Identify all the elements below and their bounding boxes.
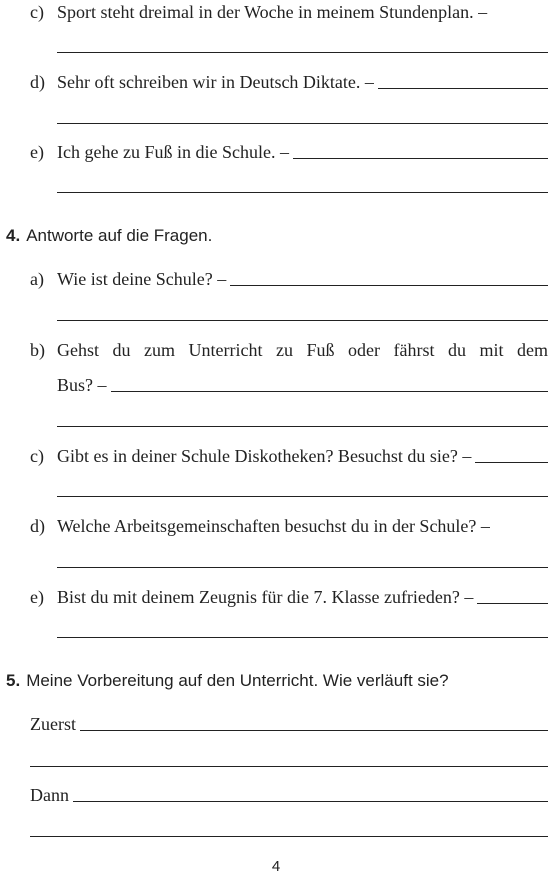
exercise-title: Antworte auf die Fragen. bbox=[26, 226, 213, 245]
dann-row bbox=[30, 785, 548, 806]
item-text: Bist du mit deinem Zeugnis für die 7. Klasse zufrieden? – bbox=[57, 587, 474, 607]
answer-line[interactable] bbox=[57, 426, 548, 427]
answer-line[interactable] bbox=[57, 52, 548, 53]
exercise-4d bbox=[30, 516, 548, 537]
dann-label: Dann bbox=[30, 785, 69, 805]
answer-line[interactable] bbox=[73, 801, 548, 802]
exercise-4b-line2 bbox=[57, 375, 548, 396]
item-text-line1: Gehst du zum Unterricht zu Fuß oder fährst du mit dem bbox=[57, 340, 548, 360]
exercise-3d bbox=[30, 72, 548, 93]
answer-line[interactable] bbox=[57, 320, 548, 321]
answer-line[interactable] bbox=[57, 123, 548, 124]
item-letter: b) bbox=[30, 340, 45, 360]
item-text: Welche Arbeitsgemeinschaften besuchst du in der Schule? – bbox=[57, 516, 490, 536]
item-letter: c) bbox=[30, 446, 44, 466]
zuerst-row bbox=[30, 714, 548, 735]
exercise-title: Meine Vorbereitung auf den Unterricht. Wie verläuft sie? bbox=[26, 671, 449, 690]
zuerst-label: Zuerst bbox=[30, 714, 76, 734]
answer-line[interactable] bbox=[293, 158, 548, 159]
exercise-3e bbox=[30, 142, 548, 163]
answer-line[interactable] bbox=[111, 391, 549, 392]
answer-line[interactable] bbox=[378, 88, 548, 89]
item-text-line2: Bus? – bbox=[57, 375, 107, 395]
item-letter: d) bbox=[30, 516, 45, 536]
answer-line[interactable] bbox=[477, 603, 548, 604]
exercise-number: 5. bbox=[6, 671, 21, 690]
exercise-number: 4. bbox=[6, 226, 21, 245]
item-letter: a) bbox=[30, 269, 44, 289]
item-text: Sport steht dreimal in der Woche in meinem Stundenplan. – bbox=[57, 2, 488, 22]
item-letter: d) bbox=[30, 72, 45, 92]
item-text: Sehr oft schreiben wir in Deutsch Diktate. – bbox=[57, 72, 374, 92]
item-text: Wie ist deine Schule? – bbox=[57, 269, 227, 289]
answer-line[interactable] bbox=[57, 192, 548, 193]
exercise-5-heading bbox=[6, 671, 449, 691]
item-letter: c) bbox=[30, 2, 44, 22]
item-letter: e) bbox=[30, 142, 44, 162]
answer-line[interactable] bbox=[57, 637, 548, 638]
exercise-4e bbox=[30, 587, 548, 608]
item-letter: e) bbox=[30, 587, 44, 607]
answer-line[interactable] bbox=[30, 766, 548, 767]
item-text: Gibt es in deiner Schule Diskotheken? Besuchst du sie? – bbox=[57, 446, 472, 466]
item-text: Ich gehe zu Fuß in die Schule. – bbox=[57, 142, 289, 162]
exercise-4c bbox=[30, 446, 548, 467]
page-number: 4 bbox=[271, 858, 281, 875]
exercise-4-heading bbox=[6, 226, 212, 246]
answer-line[interactable] bbox=[230, 285, 548, 286]
answer-line[interactable] bbox=[475, 462, 548, 463]
answer-line[interactable] bbox=[80, 730, 548, 731]
answer-line[interactable] bbox=[30, 836, 548, 837]
exercise-4a bbox=[30, 269, 548, 290]
answer-line[interactable] bbox=[57, 496, 548, 497]
answer-line[interactable] bbox=[57, 567, 548, 568]
exercise-4b-text bbox=[57, 340, 548, 361]
exercise-3c bbox=[30, 2, 548, 23]
